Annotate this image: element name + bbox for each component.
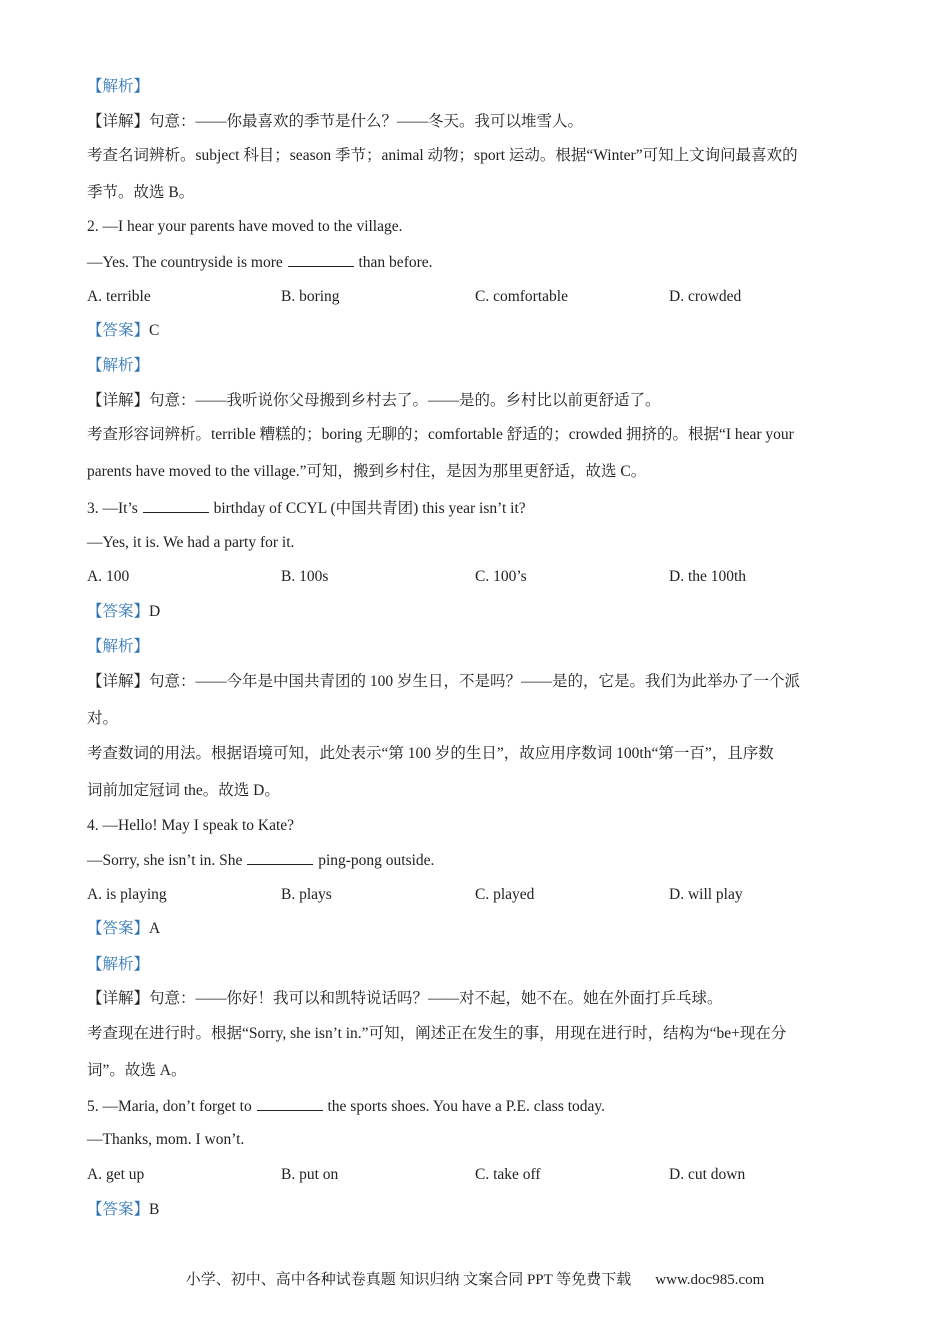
q4-analysis-label: 【解析】 bbox=[87, 956, 150, 973]
q3-explanation-line-1: 考查数词的用法。根据语境可知，此处表示“第 100 岁的生日”，故应用序数词 100th“第一百”，且序数 bbox=[87, 745, 774, 762]
q4-option-a: A. is playing bbox=[87, 886, 167, 903]
q5-option-a: A. get up bbox=[87, 1166, 145, 1183]
q2-explanation-line-2: parents have moved to the village.”可知，搬到乡村住，是因为那里更舒适，故选 C。 bbox=[87, 463, 647, 480]
q3-detail-line-2: 对。 bbox=[87, 710, 119, 727]
q2-option-c: C. comfortable bbox=[475, 288, 568, 305]
q3-detail-line-1: 【详解】句意：——今年是中国共青团的 100 岁生日，不是吗？——是的，它是。我们为此举办了一个派 bbox=[87, 673, 801, 690]
q5-stem-line-2: —Thanks, mom. I won’t. bbox=[87, 1131, 245, 1148]
q2-detail: 【详解】句意：——我听说你父母搬到乡村去了。——是的。乡村比以前更舒适了。 bbox=[87, 392, 661, 409]
q4-stem-line-2: —Sorry, she isn’t in. She ping-pong outside. bbox=[87, 852, 435, 869]
footer-text: 小学、初中、高中各种试卷真题 知识归纳 文案合同 PPT 等免费下载 bbox=[185, 1272, 632, 1288]
q2-stem-line-2: —Yes. The countryside is more than before. bbox=[87, 254, 433, 271]
answer-blank bbox=[257, 1096, 323, 1111]
q2-option-a: A. terrible bbox=[87, 288, 151, 305]
q5-option-d: D. cut down bbox=[669, 1166, 746, 1183]
q3-analysis-label: 【解析】 bbox=[87, 638, 150, 655]
q4-option-c: C. played bbox=[475, 886, 535, 903]
q3-option-b: B. 100s bbox=[281, 568, 329, 585]
q2-option-b: B. boring bbox=[281, 288, 340, 305]
q2-analysis-label: 【解析】 bbox=[87, 357, 150, 374]
answer-blank bbox=[288, 252, 354, 267]
q4-detail: 【详解】句意：——你好！我可以和凯特说话吗？——对不起，她不在。她在外面打乒乓球。 bbox=[87, 990, 723, 1007]
q4-option-b: B. plays bbox=[281, 886, 332, 903]
q1-explanation-line-2: 季节。故选 B。 bbox=[87, 184, 195, 201]
q3-explanation-line-2: 词前加定冠词 the。故选 D。 bbox=[87, 782, 280, 799]
q3-option-a: A. 100 bbox=[87, 568, 130, 585]
q4-explanation-line-1: 考查现在进行时。根据“Sorry, she isn’t in.”可知，阐述正在发生的事，用现在进行时，结构为“be+现在分 bbox=[87, 1025, 787, 1042]
q3-option-d: D. the 100th bbox=[669, 568, 747, 585]
q2-answer: 【答案】C bbox=[87, 322, 160, 339]
q3-option-c: C. 100’s bbox=[475, 568, 527, 585]
answer-blank bbox=[247, 850, 313, 865]
q1-explanation-line-1: 考查名词辨析。subject 科目；season 季节；animal 动物；sport 运动。根据“Winter”可知上文询问最喜欢的 bbox=[87, 147, 798, 164]
q5-answer: 【答案】B bbox=[87, 1201, 160, 1218]
q2-explanation-line-1: 考查形容词辨析。terrible 糟糕的；boring 无聊的；comfortable 舒适的；crowded 拥挤的。根据“I hear your bbox=[87, 426, 794, 443]
q4-answer: 【答案】A bbox=[87, 920, 161, 937]
q2-option-d: D. crowded bbox=[669, 288, 742, 305]
q1-detail: 【详解】句意：——你最喜欢的季节是什么？——冬天。我可以堆雪人。 bbox=[87, 113, 584, 130]
q1-analysis-label: 【解析】 bbox=[87, 78, 150, 95]
q5-stem: 5. —Maria, don’t forget to the sports shoes. You have a P.E. class today. bbox=[87, 1098, 606, 1115]
answer-blank bbox=[143, 498, 209, 513]
q2-stem: 2. —I hear your parents have moved to the village. bbox=[87, 218, 403, 235]
q3-stem-line-2: —Yes, it is. We had a party for it. bbox=[87, 534, 295, 551]
q5-option-b: B. put on bbox=[281, 1166, 339, 1183]
q3-stem: 3. —It’s birthday of CCYL (中国共青团) this year isn’t it? bbox=[87, 500, 526, 517]
footer-url[interactable]: www.doc985.com bbox=[655, 1272, 765, 1288]
q4-explanation-line-2: 词”。故选 A。 bbox=[87, 1062, 187, 1079]
q5-option-c: C. take off bbox=[475, 1166, 541, 1183]
q4-option-d: D. will play bbox=[669, 886, 743, 903]
page-footer bbox=[0, 1270, 950, 1290]
q4-stem: 4. —Hello! May I speak to Kate? bbox=[87, 817, 295, 834]
q3-answer: 【答案】D bbox=[87, 603, 161, 620]
